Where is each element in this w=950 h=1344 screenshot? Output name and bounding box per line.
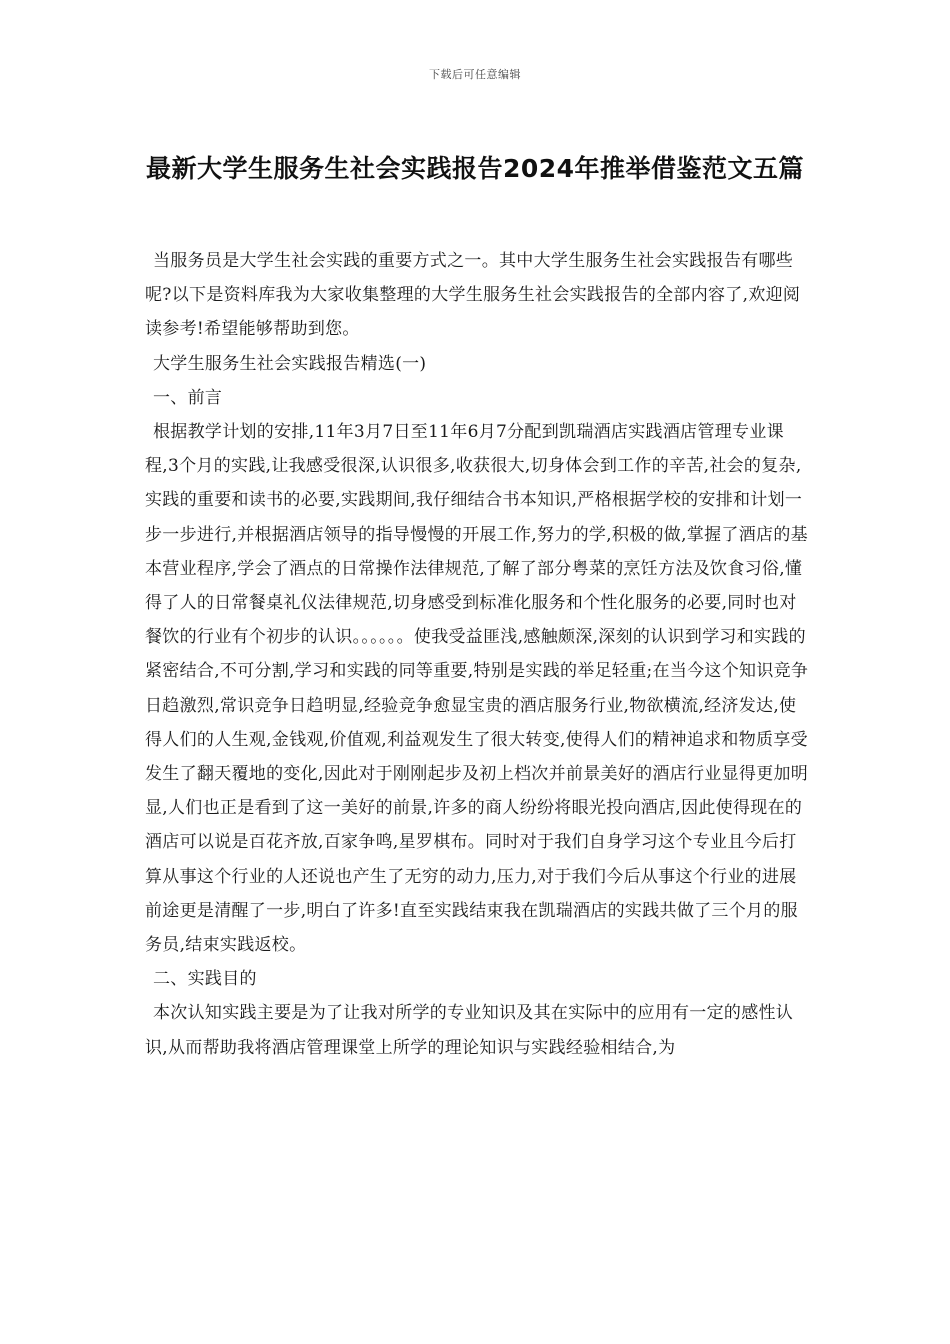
- subsection-heading: 一、前言: [153, 387, 223, 408]
- document-body: [145, 244, 810, 1065]
- document-title: 最新大学生服务生社会实践报告2024年推举借鉴范文五篇: [145, 154, 805, 183]
- intro-paragraph: 当服务员是大学生社会实践的重要方式之一。其中大学生服务生社会实践报告有哪些呢?以下是资料库我为大家收集整理的大学生服务生社会实践报告的全部内容了,欢迎阅读参考!希望能够帮助到您。: [145, 251, 801, 340]
- header-note: 下载后可任意编辑: [429, 68, 521, 81]
- section-heading: 大学生服务生社会实践报告精选(一): [153, 353, 427, 374]
- body-paragraph: 根据教学计划的安排,11年3月7日至11年6月7分配到凯瑞酒店实践酒店管理专业课程,3个月的实践,让我感受很深,认识很多,收获很大,切身体会到工作的辛苦,社会的复杂,实践的重要和读书的必要,实践期间,我仔细结合书本知识,严格根据学校的安排和计划一步一步进行,并根据酒店领导的指导慢慢的开展工作,努力的学,积极的做,掌握了酒店的基本营业程序,学会了酒点的日常操作法律规范,了解了部分粤菜的烹饪方法及饮食习俗,懂得了人的日常餐桌礼仪法律规范,切身感受到标准化服务和个性化服务的必要,同时也对餐饮的行业有个初步的认识。。。。。。使我受益匪浅,感触颇深,深刻的认识到学习和实践的紧密结合,不可分割,学习和实践的同等重要,特别是实践的举足轻重;在当今这个知识竞争日趋激烈,常识竞争日趋明显,经验竞争愈显宝贵的酒店服务行业,物欲横流,经济发达,使得人们的人生观,金钱观,价值观,利益观发生了很大转变,使得人们的精神追求和物质享受发生了翻天覆地的变化,因此对于刚刚起步及初上档次并前景美好的酒店行业显得更加明显,人们也正是看到了这一美好的前景,许多的商人纷纷将眼光投向酒店,因此使得现在的酒店可以说是百花齐放,百家争鸣,星罗棋布。同时对于我们自身学习这个专业且今后打算从事这个行业的人还说也产生了无穷的动力,压力,对于我们今后从事这个行业的进展前途更是清醒了一步,明白了许多!直至实践结束我在凯瑞酒店的实践共做了三个月的服务员,结束实践返校。: [145, 422, 809, 956]
- subsection-heading: 二、实践目的: [153, 969, 257, 990]
- body-paragraph: 本次认知实践主要是为了让我对所学的专业知识及其在实际中的应用有一定的感性认识,从而帮助我将酒店管理课堂上所学的理论知识与实践经验相结合,为: [145, 1003, 794, 1058]
